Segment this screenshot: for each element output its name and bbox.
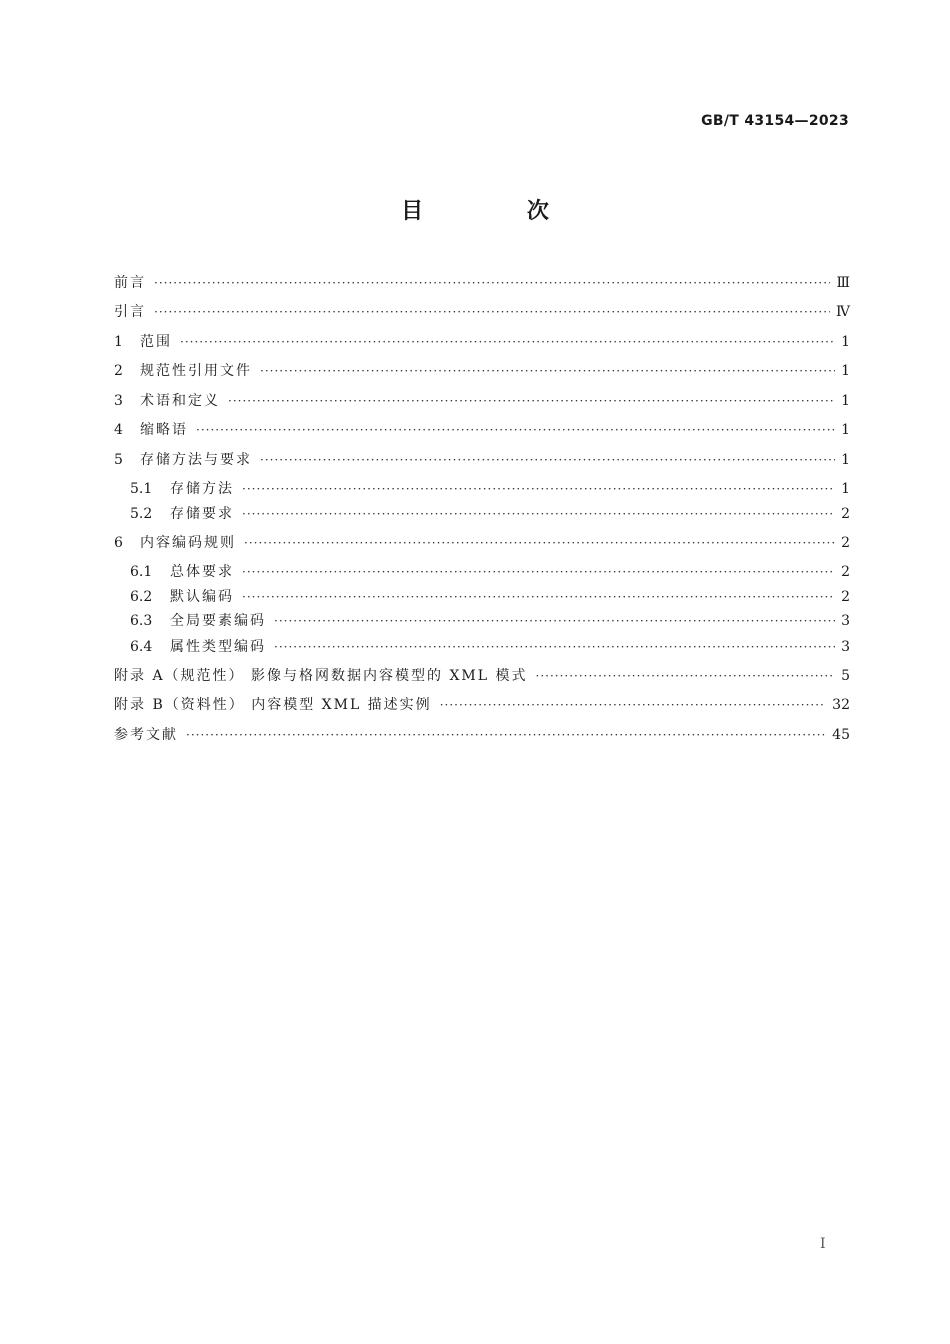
toc-entry-bibliography[interactable] [114, 724, 850, 746]
toc-entry-page: 1 [841, 481, 850, 497]
toc-entry-label: 全局要素编码 [170, 613, 266, 629]
toc-entry-annex-b[interactable] [114, 694, 850, 716]
toc-entry-page: 32 [832, 697, 850, 713]
toc-entry-label: 前言 [114, 275, 146, 291]
toc-entry-page: Ⅳ [836, 304, 850, 320]
toc-entry-storage-requirements[interactable] [130, 503, 850, 525]
toc-entry-terms[interactable] [114, 390, 850, 412]
toc-entry-storage-method[interactable] [130, 478, 850, 500]
toc-entry-number: 6 [114, 535, 123, 551]
toc-entry-number: 5 [114, 452, 123, 468]
toc-entry-page: 45 [832, 727, 850, 743]
toc-entry-page: Ⅲ [836, 275, 850, 291]
toc-leader-dots [154, 301, 830, 323]
toc-entry-encoding-rules[interactable] [114, 532, 850, 554]
toc-entry-page: 3 [841, 639, 850, 655]
toc-leader-dots [154, 272, 830, 294]
toc-leader-dots [242, 503, 835, 525]
toc-leader-dots [242, 561, 835, 583]
toc-entry-label: 引言 [114, 304, 146, 320]
toc-entry-label: 附录 A（规范性） 影像与格网数据内容模型的 XML 模式 [114, 668, 528, 684]
toc-leader-dots [242, 586, 835, 608]
toc-entry-page: 5 [841, 668, 850, 684]
toc-entry-page: 1 [841, 363, 850, 379]
toc-leader-dots [180, 331, 835, 353]
toc-entry-default-encoding[interactable] [130, 586, 850, 608]
toc-entry-label: 存储方法 [170, 481, 234, 497]
toc-entry-label: 存储要求 [170, 506, 234, 522]
toc-entry-label: 总体要求 [170, 564, 234, 580]
toc-entry-preface[interactable] [114, 272, 850, 294]
toc-entry-page: 2 [841, 564, 850, 580]
toc-entry-label: 术语和定义 [140, 393, 220, 409]
toc-leader-dots [196, 419, 835, 441]
toc-entry-normative-references[interactable] [114, 360, 850, 382]
toc-leader-dots [244, 532, 835, 554]
toc-entry-abbreviations[interactable] [114, 419, 850, 441]
toc-entry-label: 存储方法与要求 [140, 452, 252, 468]
toc-entry-label: 默认编码 [170, 589, 234, 605]
toc-entry-storage[interactable] [114, 449, 850, 471]
toc-entry-attribute-type-encoding[interactable] [130, 636, 850, 658]
page-title: 目 次 [401, 199, 597, 224]
toc-entry-label: 规范性引用文件 [140, 363, 252, 379]
toc-leader-dots [228, 390, 835, 412]
toc-entry-page: 2 [841, 506, 850, 522]
toc-leader-dots [260, 360, 835, 382]
toc-entry-number: 3 [114, 393, 123, 409]
toc-leader-dots [274, 636, 835, 658]
toc-entry-number: 6.4 [130, 639, 153, 655]
toc-entry-label: 缩略语 [140, 422, 188, 438]
toc-leader-dots [274, 610, 835, 632]
toc-entry-annex-a[interactable] [114, 665, 850, 687]
toc-entry-page: 1 [841, 422, 850, 438]
toc-entry-label: 范围 [140, 334, 172, 350]
page-number: Ⅰ [820, 1236, 826, 1252]
toc-entry-number: 6.3 [130, 613, 153, 629]
toc-entry-page: 2 [841, 535, 850, 551]
toc-entry-number: 5.2 [130, 506, 153, 522]
toc-entry-general-requirements[interactable] [130, 561, 850, 583]
toc-entry-page: 1 [841, 452, 850, 468]
toc-leader-dots [242, 478, 835, 500]
toc-entry-number: 6.1 [130, 564, 153, 580]
toc-entry-scope[interactable] [114, 331, 850, 353]
toc-leader-dots [536, 665, 836, 687]
toc-entry-global-element-encoding[interactable] [130, 610, 850, 632]
standard-code: GB/T 43154—2023 [701, 113, 849, 129]
toc-leader-dots [440, 694, 826, 716]
toc-entry-number: 1 [114, 334, 123, 350]
toc-entry-page: 2 [841, 589, 850, 605]
toc-entry-label: 属性类型编码 [170, 639, 266, 655]
toc-entry-introduction[interactable] [114, 301, 850, 323]
toc-leader-dots [260, 449, 835, 471]
toc-entry-page: 3 [841, 613, 850, 629]
toc-entry-number: 6.2 [130, 589, 153, 605]
toc-entry-label: 参考文献 [114, 727, 178, 743]
toc-leader-dots [186, 724, 826, 746]
toc-entry-page: 1 [841, 393, 850, 409]
toc-entry-label: 附录 B（资料性） 内容模型 XML 描述实例 [114, 697, 432, 713]
toc-entry-number: 5.1 [130, 481, 153, 497]
toc-entry-label: 内容编码规则 [140, 535, 236, 551]
toc-entry-number: 4 [114, 422, 123, 438]
toc-entry-page: 1 [841, 334, 850, 350]
toc-entry-number: 2 [114, 363, 123, 379]
